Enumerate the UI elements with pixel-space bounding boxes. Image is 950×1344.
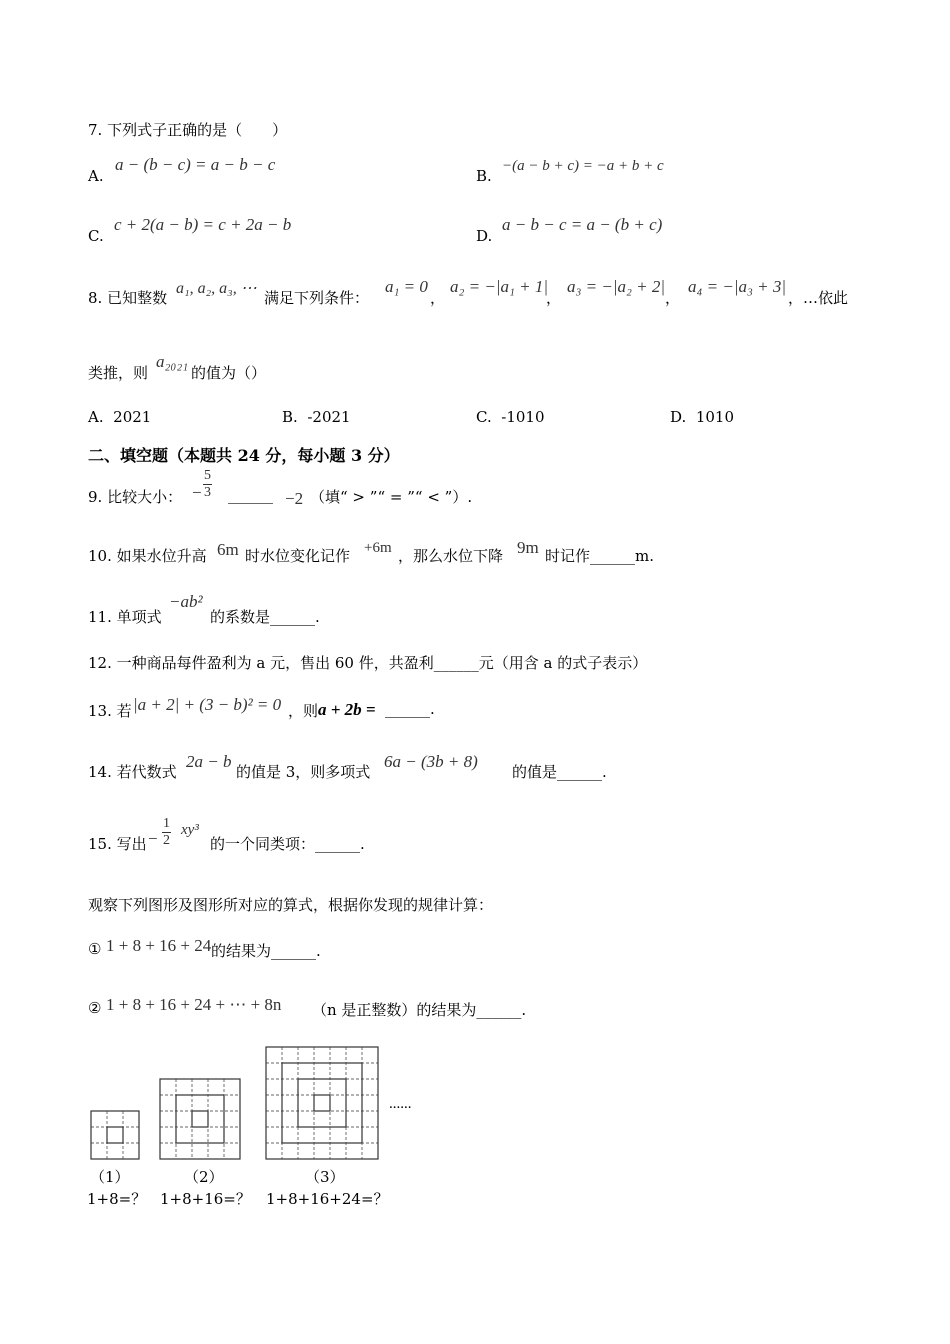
q9-fraction-denominator: 3: [204, 485, 211, 500]
q8-suffix: ，…依此: [788, 289, 849, 307]
q8-sequence: a₁, a₂, a₃, ⋯: [176, 280, 257, 297]
q8-prefix: 8. 已知整数: [88, 289, 168, 307]
q9-hint: （填“ > ”“ = ”“ < ”）.: [310, 488, 473, 506]
figure-formula-1: 1+8=？: [87, 1190, 147, 1208]
q15-minus: −: [148, 829, 158, 848]
q8-option-label: A.: [88, 408, 104, 426]
figure-label-3: （3）: [305, 1168, 345, 1186]
q10-value-3: 9m: [517, 538, 539, 557]
q13-mid: ，则: [288, 702, 319, 720]
figure-3: [266, 1047, 378, 1159]
q7-option-c-label: C.: [88, 227, 104, 245]
q10-suffix: 时记作______m.: [545, 547, 654, 565]
q14-expr-2: 6a − (3b + 8): [384, 752, 478, 771]
q13-target: a + 2b =: [318, 700, 376, 719]
q16-part2-suffix: （n 是正整数）的结果为______.: [312, 1001, 527, 1019]
q8-option-value: -2021: [307, 408, 351, 426]
q7-option-d-label: D.: [476, 227, 493, 245]
q8-separator: ，: [665, 289, 681, 307]
q11-prefix: 11. 单项式: [88, 608, 162, 626]
q8-option-b: [282, 408, 351, 426]
q15-variable: xy³: [181, 822, 199, 838]
q11-expr: −ab²: [169, 592, 203, 611]
q8-condition-2: a₂ = −|a₁ + 1|: [450, 277, 549, 296]
q8-option-label: C.: [476, 408, 492, 426]
q15-fraction: [162, 816, 171, 849]
q9-fraction: [203, 468, 212, 501]
q14-prefix: 14. 若代数式: [88, 763, 177, 781]
q14-expr-1: 2a − b: [186, 752, 232, 771]
q9-rhs: −2: [285, 489, 304, 508]
figure-1: [91, 1111, 139, 1159]
q16-part2-expr: 1 + 8 + 16 + 24 + ⋯ + 8n: [106, 995, 282, 1014]
q8-condition-1: a₁ = 0: [385, 277, 428, 296]
q10-mid-1: 时水位变化记作: [245, 547, 351, 565]
q16-intro: 观察下列图形及图形所对应的算式，根据你发现的规律计算：: [88, 896, 494, 914]
q8-mid: 满足下列条件：: [264, 289, 370, 307]
q7-option-b-label: B.: [476, 167, 492, 185]
nested-squares-figure: [80, 1038, 440, 1218]
q15-suffix: 的一个同类项：______.: [210, 835, 365, 853]
q15-fraction-numerator: 1: [163, 816, 170, 831]
figure-formula-2: 1+8+16=？: [160, 1190, 251, 1208]
q15-prefix: 15. 写出: [88, 835, 147, 853]
q11-suffix: 的系数是______.: [210, 608, 320, 626]
q8-option-d: [670, 408, 734, 426]
q7-option-c-expr: c + 2(a − b) = c + 2a − b: [114, 215, 292, 234]
q10-value-1: 6m: [217, 540, 239, 559]
q10-prefix: 10. 如果水位升高: [88, 547, 207, 565]
q14-suffix: 的值是______.: [512, 763, 607, 781]
q8-target: a₂₀₂₁: [156, 352, 189, 371]
q8-line2-prefix: 类推，则: [88, 364, 149, 382]
q8-condition-4: a₄ = −|a₃ + 3|: [688, 277, 787, 296]
q7-option-a-label: A.: [88, 167, 104, 185]
q8-option-label: D.: [670, 408, 687, 426]
figure-label-1: （1）: [90, 1168, 130, 1186]
q8-option-value: 1010: [695, 408, 734, 426]
q13-expr: |a + 2| + (3 − b)² = 0: [133, 695, 282, 714]
q7-option-a-expr: a − (b − c) = a − b − c: [115, 155, 276, 174]
q14-mid: 的值是 3，则多项式: [236, 763, 371, 781]
q12-text: 12. 一种商品每件盈利为 a 元，售出 60 件，共盈利______元（用含 a 的式子表示）: [88, 654, 648, 672]
q15-fraction-denominator: 2: [163, 833, 170, 848]
figure-formula-3: 1+8+16+24=？: [266, 1190, 389, 1208]
q9-blank: ______: [228, 486, 273, 504]
figure-2: [160, 1079, 240, 1159]
q16-part1-marker: ①: [88, 940, 102, 958]
q9-prefix: 9. 比较大小：: [88, 488, 183, 506]
q16-part1-suffix: 的结果为______.: [211, 942, 321, 960]
q9-minus: −: [192, 483, 202, 502]
q8-separator: ，: [546, 289, 562, 307]
q8-condition-3: a₃ = −|a₂ + 2|: [567, 277, 666, 296]
q8-separator: ，: [430, 289, 446, 307]
q8-option-value: 2021: [113, 408, 152, 426]
q13-prefix: 13. 若: [88, 702, 132, 720]
q10-mid-2: ，那么水位下降: [398, 547, 504, 565]
figure-label-2: （2）: [184, 1168, 224, 1186]
q8-option-label: B.: [282, 408, 298, 426]
q16-part2-marker: ②: [88, 999, 102, 1017]
section-title: 二、填空题（本题共 24 分，每小题 3 分）: [88, 446, 400, 465]
q7-option-b-expr: −(a − b + c) = −a + b + c: [502, 158, 664, 174]
q8-option-value: -1010: [501, 408, 545, 426]
q13-suffix: ______.: [385, 700, 435, 718]
q8-option-c: [476, 408, 545, 426]
q7-option-d-expr: a − b − c = a − (b + c): [502, 215, 663, 234]
q10-value-2: +6m: [364, 540, 392, 556]
q7-stem: 7. 下列式子正确的是（ ）: [88, 121, 288, 139]
q8-line2-suffix: 的值为（）: [191, 364, 267, 382]
q16-part1-expr: 1 + 8 + 16 + 24: [106, 936, 212, 955]
figure-ellipsis: ......: [389, 1096, 412, 1112]
q8-option-a: [88, 408, 151, 426]
q9-fraction-numerator: 5: [204, 468, 211, 483]
